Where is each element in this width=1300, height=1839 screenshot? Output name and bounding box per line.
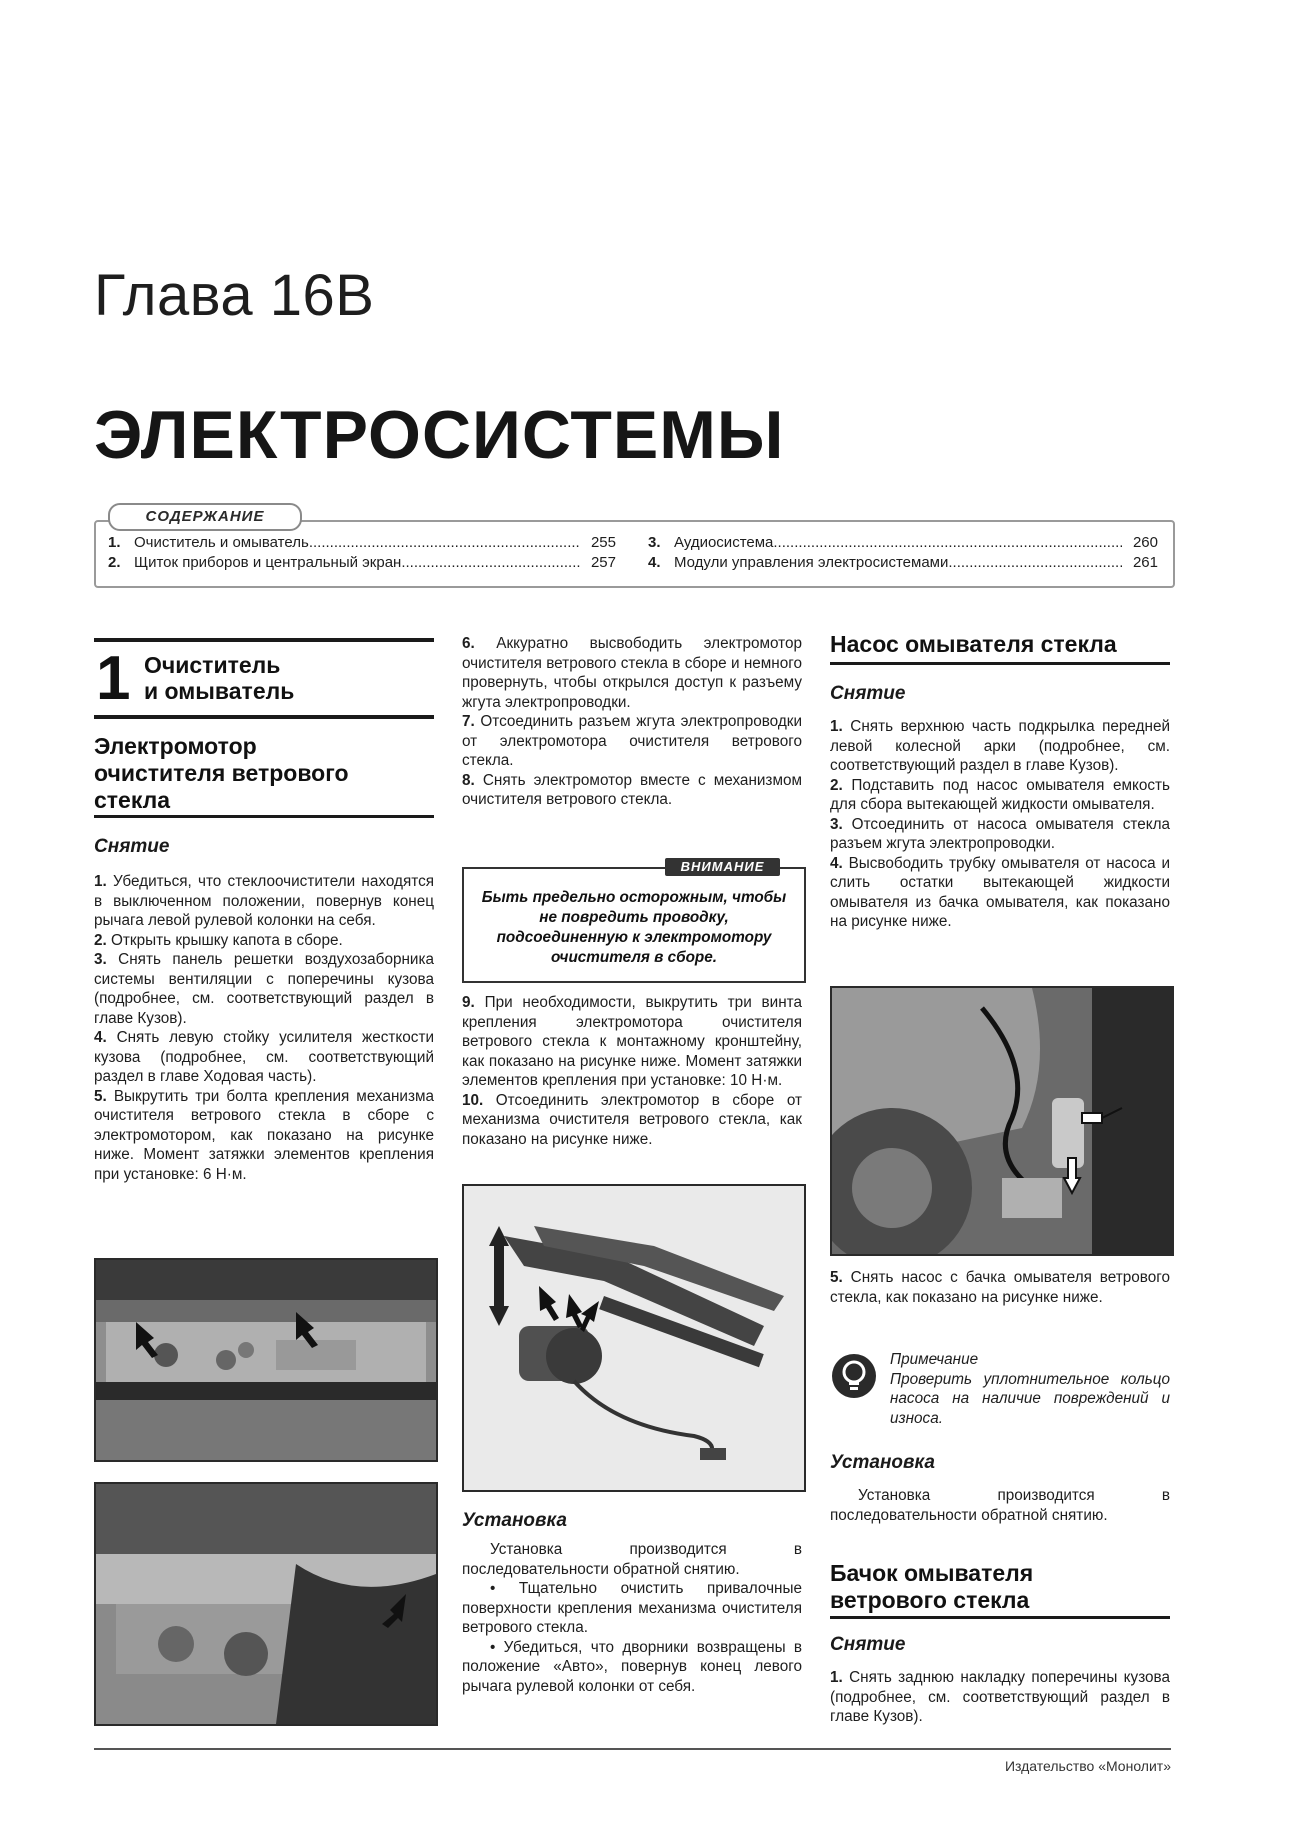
lightbulb-icon: [832, 1354, 876, 1398]
step-item: 1. Снять заднюю накладку поперечины кузова (подробнее, см. соответствующий раздел в главе Кузов).: [830, 1669, 1171, 1725]
step-item: 4. Снять левую стойку усилителя жесткости кузова (подробнее, см. соответствующий раздел в главе Ходовая часть).: [94, 1029, 435, 1085]
bullet-item: • Убедиться, что дворники возвращены в положение «Авто», повернув конец левого рычага рулевой колонки от себя.: [462, 1638, 802, 1695]
col3-steps2: [830, 1668, 1170, 1727]
col3-heading-rule: [830, 662, 1170, 665]
toc-item[interactable]: 3. Аудиосистема ..... 260: [648, 533, 1158, 553]
col3-heading2-rule: [830, 1616, 1170, 1619]
step-item: 3. Снять панель решетки воздухозаборника системы вентиляции с поперечины кузова (подробнее, см. соответствующий раздел в главе Кузов).: [94, 951, 434, 1027]
section-rule-top: [94, 638, 434, 642]
warning-text: Быть предельно осторожным, чтобы не повредить проводку, подсоединенную к электромотору очистителя в сборе.: [481, 889, 787, 966]
col3-install: Установка производится в последовательности обратной снятию.: [830, 1487, 1170, 1524]
note-text: Проверить уплотнительное кольцо насоса на наличие повреждений и износа.: [890, 1370, 1170, 1427]
photo-wiper-mechanism: [462, 1184, 806, 1492]
col1-heading-rule: [94, 815, 434, 818]
photo-wiper-bolts: [94, 1258, 438, 1462]
step-item: 8. Снять электромотор вместе с механизмом очистителя ветрового стекла.: [462, 771, 802, 808]
toc-item[interactable]: 1. Очиститель и омыватель ..... 255: [108, 533, 616, 553]
note-label: Примечание: [890, 1351, 979, 1368]
step-item: 3. Отсоединить от насоса омывателя стекла разъем жгута электропроводки.: [830, 815, 1171, 852]
col2-steps-a: [462, 634, 802, 810]
col2-install: Установка производится в последовательности обратной снятию. • Тщательно очистить привалочные поверхности крепления механизма очистителя ветрового стекла. • Убедиться, что дворники возвращены в положение «Авто», повернув конец левого рычага рулевой колонки от себя.: [462, 1541, 802, 1695]
step-item: 5. Снять насос с бачка омывателя ветрового стекла, как показано на рисунке ниже.: [830, 1269, 1170, 1306]
photo-washer-pump: [830, 986, 1174, 1256]
note: [890, 1350, 1170, 1428]
step-item: 7. Отсоединить разъем жгута электропроводки от электромотора очистителя ветрового стекла.: [462, 713, 803, 769]
col3-steps: [830, 717, 1170, 932]
col1-removal-label: Снятие: [94, 836, 170, 857]
toc-col-right: [648, 533, 1158, 573]
col3-removal2-label: Снятие: [830, 1634, 906, 1655]
step-item: 6. Аккуратно высвободить электромотор очистителя ветрового стекла в сборе и немного провернуть, чтобы открылся доступ к разъему жгута электропроводки.: [462, 635, 803, 711]
step-item: 2. Открыть крышку капота в сборе.: [94, 931, 343, 949]
step-item: 2. Подставить под насос омывателя емкость для сбора вытекающей жидкости омывателя.: [830, 776, 1171, 813]
col3-heading: Насос омывателя стекла: [830, 631, 1117, 657]
step-item: 1. Убедиться, что стеклоочистители находятся в выключенном положении, повернув конец рычага левой рулевой колонки на себя.: [94, 873, 434, 929]
toc-item[interactable]: 4. Модули управления электросистемами ..... 261: [648, 553, 1158, 573]
section-number: 1: [96, 644, 131, 713]
bullet-item: • Тщательно очистить привалочные поверхности крепления механизма очистителя ветрового стекла.: [462, 1580, 802, 1636]
col2-install-label: Установка: [462, 1510, 567, 1531]
col3-install-label: Установка: [830, 1452, 935, 1473]
col1-heading: Электромотор очистителя ветрового стекла: [94, 733, 349, 813]
chapter-label: Глава 16B: [94, 263, 375, 328]
warning-label: ВНИМАНИЕ: [665, 858, 780, 876]
step-item: 1. Снять верхнюю часть подкрылка передней левой колесной арки (подробнее, см. соответствующий раздел в главе Кузов).: [830, 718, 1171, 774]
toc-col-left: [108, 533, 616, 573]
step-item: 10. Отсоединить электромотор в сборе от механизма очистителя ветрового стекла, как показано на рисунке ниже.: [462, 1091, 802, 1148]
section-rule-bottom: [94, 715, 434, 719]
col3-step5: [830, 1268, 1170, 1307]
photo-wiper-motor-mount: [94, 1482, 438, 1726]
toc-label: СОДЕРЖАНИЕ: [108, 503, 302, 531]
col3-heading2: Бачок омывателя ветрового стекла: [830, 1560, 1034, 1613]
step-item: 5. Выкрутить три болта крепления механизма очистителя ветрового стекла в сборе с электромотором, как показано на рисунке ниже. Момент затяжки элементов крепления при установке: 6 Н·м.: [94, 1087, 435, 1183]
col3-removal-label: Снятие: [830, 683, 906, 704]
col1-steps: [94, 872, 434, 1184]
step-item: 9. При необходимости, выкрутить три винта крепления электромотора очистителя ветрового стекла к монтажному кронштейну, как показано на рисунке ниже. Момент затяжки элементов крепления при установке: 10 Н·м.: [462, 994, 802, 1089]
step-item: 4. Высвободить трубку омывателя от насоса и слить остатки вытекающей жидкости омывателя из бачка омывателя, как показано на рисунке ниже.: [830, 854, 1170, 930]
footer-rule: [94, 1748, 1171, 1750]
publisher-footer: Издательство «Монолит»: [1004, 1758, 1171, 1774]
toc-item[interactable]: 2. Щиток приборов и центральный экран ..... 257: [108, 553, 616, 573]
col2-steps-b: [462, 993, 802, 1149]
section-title: Очиститель и омыватель: [144, 652, 295, 704]
page-title: ЭЛЕКТРОСИСТЕМЫ: [94, 397, 785, 473]
